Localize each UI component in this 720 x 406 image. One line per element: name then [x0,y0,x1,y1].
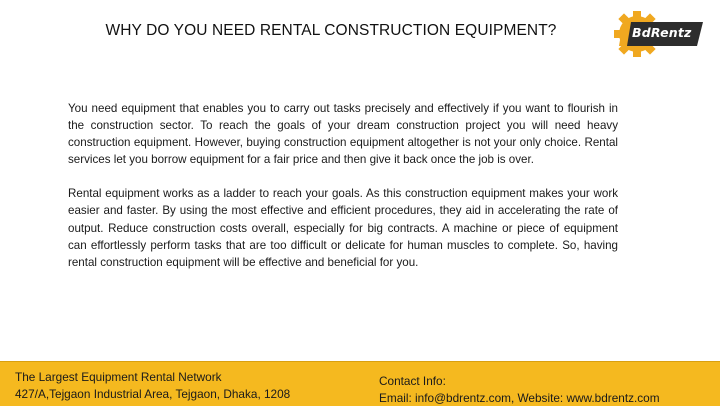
footer-network-line: The Largest Equipment Rental Network [15,369,290,386]
footer-contact-info [379,373,660,406]
main-content [68,100,618,288]
footer-address: 427/A,Tejgaon Industrial Area, Tejgaon, Dhaka, 1208 [15,386,290,403]
footer-contact-line: Email: info@bdrentz.com, Website: www.bdrentz.com [379,390,660,406]
page-title: WHY DO YOU NEED RENTAL CONSTRUCTION EQUIPMENT? [0,22,662,40]
paragraph-benefits: Rental equipment works as a ladder to reach your goals. As this construction equipment makes your work easier and faster. By using the most effective and efficient procedures, they aid in accelerating the rate of output. Reduce construction costs overall, especially for big contracts. A machine or piece of equipment can effortlessly perform tasks that are too difficult or delicate for human muscles to complete. So, having rental construction equipment will be effective and beneficial for you. [68,185,618,270]
paragraph-intro: You need equipment that enables you to carry out tasks precisely and effectively if you want to flourish in the construction sector. To reach the goals of your dream construction project you will need heavy construction equipment. However, buying construction equipment altogether is not your only choice. Rental services let you borrow equipment for a fair price and then give it back once the job is over. [68,100,618,168]
footer-contact-heading: Contact Info: [379,373,660,390]
footer-company-info [15,369,290,402]
bdrentz-logo [611,9,707,59]
footer-bar [0,361,720,406]
logo-wordmark: BdRentz [632,25,692,40]
